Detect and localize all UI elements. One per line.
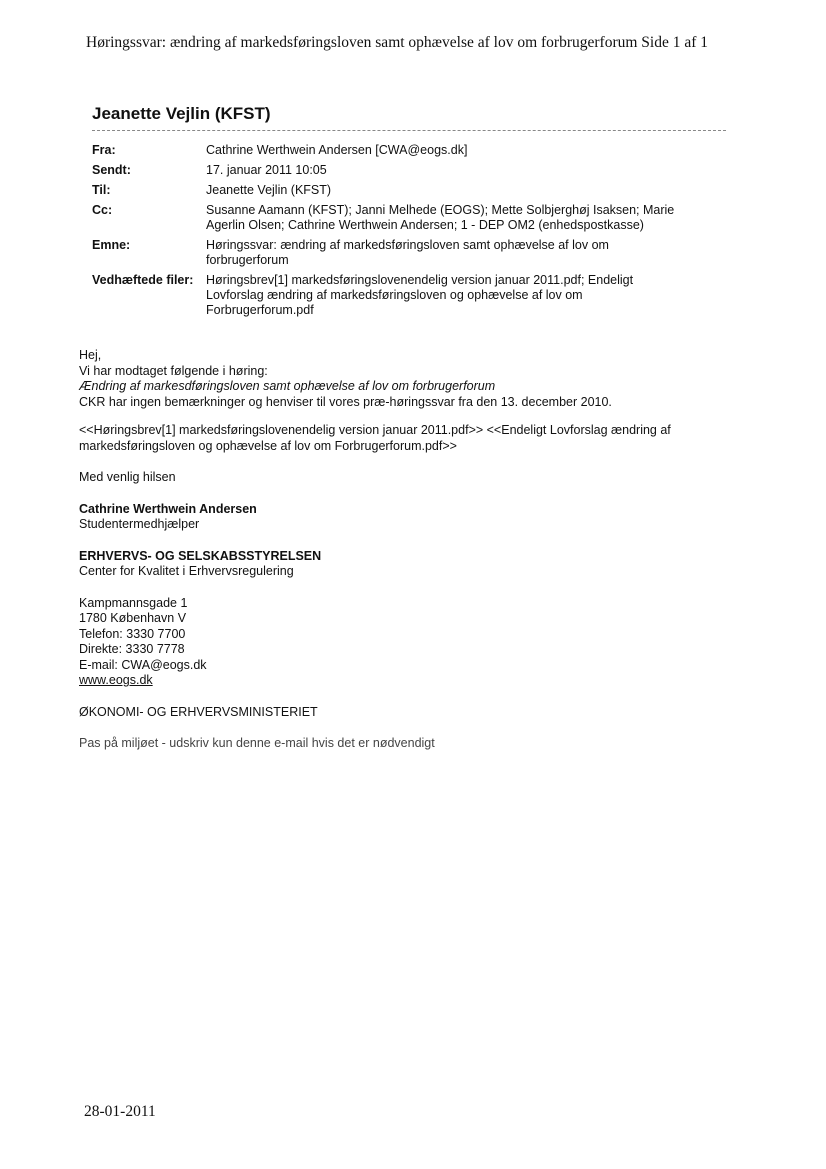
subject-row	[92, 238, 732, 273]
subject-value	[206, 238, 732, 273]
cc-value-line: Agerlin Olsen; Cathrine Werthwein Andersen; 1 - DEP OM2 (enhedspostkasse)	[206, 218, 644, 232]
to-row	[92, 183, 732, 203]
signature-email: E-mail: CWA@eogs.dk	[79, 657, 207, 672]
signature-phone: Telefon: 3330 7700	[79, 626, 186, 641]
sent-value: 17. januar 2011 10:05	[206, 163, 327, 177]
email-body	[79, 348, 739, 752]
inline-attachments-line: markedsføringsloven og ophævelse af lov om Forbrugerforum.pdf>>	[79, 438, 457, 453]
print-date: 28-01-2011	[84, 1103, 156, 1120]
subject-value-line: forbrugerforum	[206, 253, 289, 267]
signature-org: ERHVERVS- OG SELSKABSSTYRELSEN	[79, 548, 322, 563]
cc-value-line: Susanne Aamann (KFST); Janni Melhede (EOGS); Mette Solbjerghøj Isaksen; Marie	[206, 203, 675, 217]
signature-city: 1780 København V	[79, 611, 187, 625]
body-line: Vi har modtaget følgende i høring:	[79, 363, 268, 378]
from-row	[92, 143, 732, 163]
signature-dept: Center for Kvalitet i Erhvervsregulering	[79, 564, 294, 578]
website-link[interactable]: www.eogs.dk	[79, 673, 153, 687]
signature-title: Studentermedhjælper	[79, 517, 200, 531]
subject-value-line: Høringssvar: ændring af markedsføringsloven samt ophævelse af lov om	[206, 238, 609, 252]
to-label: Til:	[92, 183, 111, 197]
cc-row	[92, 203, 732, 238]
from-label: Fra:	[92, 143, 116, 157]
signature-name: Cathrine Werthwein Andersen	[79, 501, 257, 516]
attachment-line[interactable]: Lovforslag ændring af markedsføringsloven og ophævelse af lov om	[206, 288, 583, 302]
subject-label: Emne:	[92, 238, 131, 252]
signature-direct: Direkte: 3330 7778	[79, 642, 185, 656]
attachments-row	[92, 273, 732, 318]
signature-ministry: ØKONOMI- OG ERHVERVSMINISTERIET	[79, 704, 318, 719]
from-value: Cathrine Werthwein Andersen [CWA@eogs.dk]	[206, 143, 468, 157]
sent-row	[92, 163, 732, 183]
attachment-line[interactable]: Forbrugerforum.pdf	[206, 303, 314, 317]
cc-value	[206, 203, 732, 238]
body-line-title: Ændring af markesdføringsloven samt ophævelse af lov om forbrugerforum	[79, 379, 496, 393]
greeting: Hej,	[79, 348, 102, 362]
attachments-label: Vedhæftede filer:	[92, 273, 194, 287]
email-header-table	[92, 143, 732, 318]
attachments-value	[206, 273, 732, 318]
sent-label: Sendt:	[92, 163, 131, 177]
signature-street: Kampmannsgade 1	[79, 595, 188, 610]
closing: Med venlig hilsen	[79, 470, 176, 484]
body-line: CKR har ingen bemærkninger og henviser til vores præ-høringssvar fra den 13. december 2010.	[79, 394, 612, 409]
recipient-name: Jeanette Vejlin (KFST)	[92, 104, 271, 123]
cc-label: Cc:	[92, 203, 113, 217]
attachment-line[interactable]: Høringsbrev[1] markedsføringslovenendelig version januar 2011.pdf; Endeligt	[206, 273, 634, 287]
environment-note: Pas på miljøet - udskriv kun denne e-mail hvis det er nødvendigt	[79, 736, 435, 750]
header-divider	[92, 130, 726, 131]
inline-attachments-line: <<Høringsbrev[1] markedsføringslovenendelig version januar 2011.pdf>> <<Endeligt Lovforslag ændring af	[79, 423, 671, 437]
print-header: Høringssvar: ændring af markedsføringsloven samt ophævelse af lov om forbrugerforum Side 1 af 1	[86, 34, 709, 51]
to-value: Jeanette Vejlin (KFST)	[206, 183, 332, 197]
